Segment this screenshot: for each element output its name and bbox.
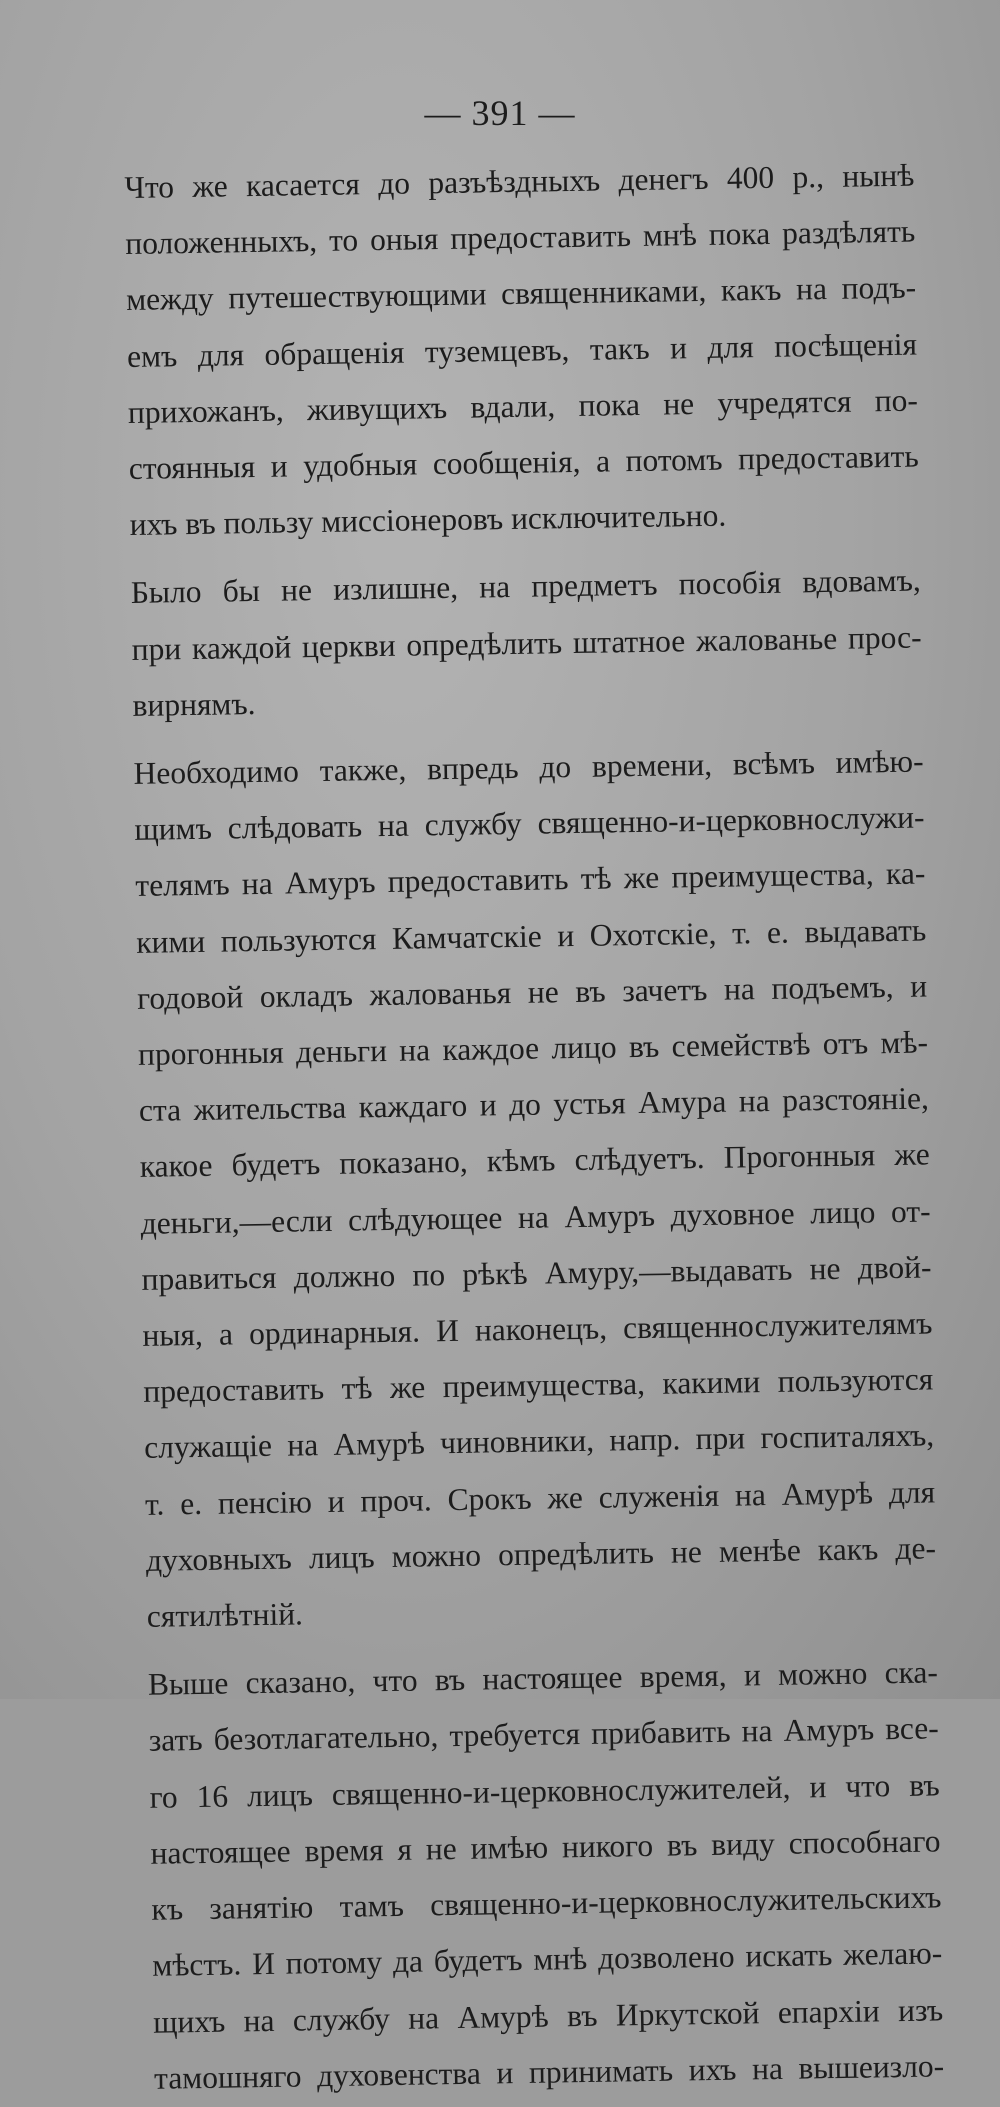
text-line: настоящее время я не имѣю никого въ виду способнаго [150,1823,941,1871]
text-line: телямъ на Амуръ предоставить тѣ же преимущества, ка- [135,855,926,904]
text-line: къ занятію тамъ священно-и-церковнослужительскихъ [151,1879,942,1927]
page-number: — 391 — [424,93,576,133]
text-line: предоставить тѣ же преимущества, какими пользуются [143,1361,934,1410]
text-line: годовой окладъ жалованья не въ зачетъ на подъемъ, и [136,968,928,1016]
text-line: между путешествующими священниками, какъ на подъ- [125,269,917,318]
text-line: стоянныя и удобныя сообщенія, а потомъ предоставить [128,438,920,486]
text-line: прогонныя деньги на каждое лицо въ семействѣ отъ мѣ- [137,1024,929,1072]
text-line: положенныхъ, то оныя предоставить мнѣ пока раздѣлять [125,213,916,262]
text-line: деньги,—если слѣдующее на Амуръ духовное лицо от- [140,1193,931,1241]
text-line: ихъ въ пользу миссіонеровъ исключительно. [129,497,727,543]
text-line: прихожанъ, живущихъ вдали, пока не учредятся по- [127,382,919,430]
text-line: сятилѣтній. [146,1596,304,1634]
text-line: т. е. пенсію и проч. Срокъ же служенія на Амурѣ для [144,1474,936,1522]
text-line: Что же касается до разъѣздныхъ денегъ 400 р., нынѣ [124,157,915,205]
text-line: служащіе на Амурѣ чиновники, напр. при госпиталяхъ, [143,1417,935,1466]
paragraph [130,553,923,734]
text-line: мѣстъ. И потому да будетъ мнѣ дозволено искать желаю- [152,1935,943,1984]
text-line: кими пользуются Камчатскіе и Охотскіе, т. е. выдавать [136,912,927,960]
text-line: щимъ слѣдовать на службу священно-и-церковнослужи- [134,799,925,848]
paragraph [133,734,937,1646]
paragraph [124,148,920,554]
text-line: духовныхъ лицъ можно опредѣлить не менѣе какъ де- [145,1530,937,1578]
text-line: тамошняго духовенства и принимать ихъ на вышеизло- [153,2048,945,2096]
text-line: при каждой церкви опредѣлить штатное жалованье прос- [131,619,922,667]
text-line: емъ для обращенія туземцевъ, такъ и для посѣщенія [126,326,918,374]
paragraph [148,1645,945,2107]
text-line: Необходимо также, впредь до времени, всѣмъ имѣю- [133,743,924,791]
text-line: вирнямъ. [132,685,256,723]
text-line: Выше сказано, что въ настоящее время, и можно ска- [147,1654,939,1703]
text-line: ныя, а ординарныя. И наконецъ, священнослужителямъ [142,1305,933,1353]
text-line: ста жительства каждаго и до устья Амура на разстояніе, [138,1080,930,1129]
text-line: зать безотлагательно, требуется прибавить на Амуръ все- [148,1710,940,1759]
text-line: Было бы не излишне, на предметъ пособія вдовамъ, [130,562,921,611]
text-line: го 16 лицъ священно-и-церковнослужителей, и что въ [149,1767,940,1815]
text-line: правиться должно по рѣкѣ Амуру,—выдавать не двой- [141,1249,932,1297]
text-line: какое будетъ показано, кѣмъ слѣдуетъ. Прогонныя же [139,1136,930,1185]
text-line: щихъ на службу на Амурѣ въ Иркутской епархіи изъ [152,1991,944,2040]
body-text [124,148,944,2107]
